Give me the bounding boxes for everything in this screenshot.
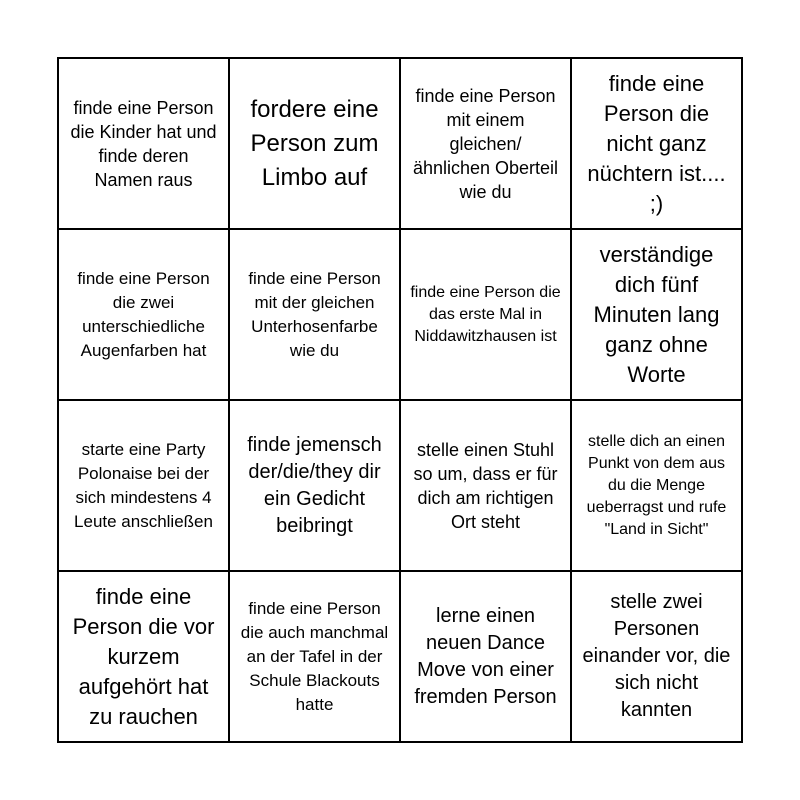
bingo-cell-10[interactable]	[229, 400, 400, 571]
bingo-cell-text: finde jemensch der/die/they dir ein Gedicht beibringt	[247, 433, 382, 537]
bingo-cell-16[interactable]	[571, 571, 742, 742]
bingo-cell-text: finde eine Person die vor kurzem aufgehört hat zu rauchen	[72, 583, 215, 729]
bingo-cell-text: finde eine Person die nicht ganz nüchtern ist.... ;)	[587, 70, 726, 216]
bingo-cell-12[interactable]	[571, 400, 742, 571]
bingo-cell-14[interactable]	[229, 571, 400, 742]
bingo-cell-2[interactable]	[229, 58, 400, 229]
bingo-cell-text: fordere eine Person zum Limbo auf	[250, 95, 379, 191]
bingo-cell-text: starte eine Party Polonaise bei der sich mindestens 4 Leute anschließen	[74, 439, 213, 531]
bingo-cell-9[interactable]	[58, 400, 229, 571]
bingo-cell-text: verständige dich fünf Minuten lang ganz ohne Worte	[593, 241, 720, 387]
bingo-cell-11[interactable]	[400, 400, 571, 571]
bingo-cell-4[interactable]	[571, 58, 742, 229]
bingo-cell-text: finde eine Person mit einem gleichen/ ähnlichen Oberteil wie du	[412, 85, 559, 202]
bingo-cell-1[interactable]	[58, 58, 229, 229]
bingo-cell-5[interactable]	[58, 229, 229, 400]
bingo-cell-text: stelle einen Stuhl so um, dass er für dich am richtigen Ort steht	[413, 439, 558, 532]
bingo-cell-text: stelle zwei Personen einander vor, die sich nicht kannten	[582, 591, 731, 721]
bingo-cell-6[interactable]	[229, 229, 400, 400]
bingo-cell-3[interactable]	[400, 58, 571, 229]
bingo-cell-13[interactable]	[58, 571, 229, 742]
bingo-board	[57, 57, 743, 743]
bingo-cell-7[interactable]	[400, 229, 571, 400]
bingo-cell-text: stelle dich an einen Punkt von dem aus du die Menge ueberragst und rufe "Land in Sicht"	[586, 432, 727, 538]
bingo-cell-text: finde eine Person mit der gleichen Unterhosenfarbe wie du	[248, 268, 381, 360]
bingo-cell-text: finde eine Person die zwei unterschiedliche Augenfarben hat	[77, 268, 210, 360]
bingo-cell-15[interactable]	[400, 571, 571, 742]
bingo-cell-text: lerne einen neuen Dance Move von einer fremden Person	[414, 604, 557, 708]
bingo-cell-text: finde eine Person die Kinder hat und finde deren Namen raus	[70, 97, 217, 190]
bingo-cell-text: finde eine Person die auch manchmal an der Tafel in der Schule Blackouts hatte	[240, 598, 389, 714]
bingo-cell-8[interactable]	[571, 229, 742, 400]
bingo-cell-text: finde eine Person die das erste Mal in Niddawitzhausen ist	[410, 283, 561, 345]
